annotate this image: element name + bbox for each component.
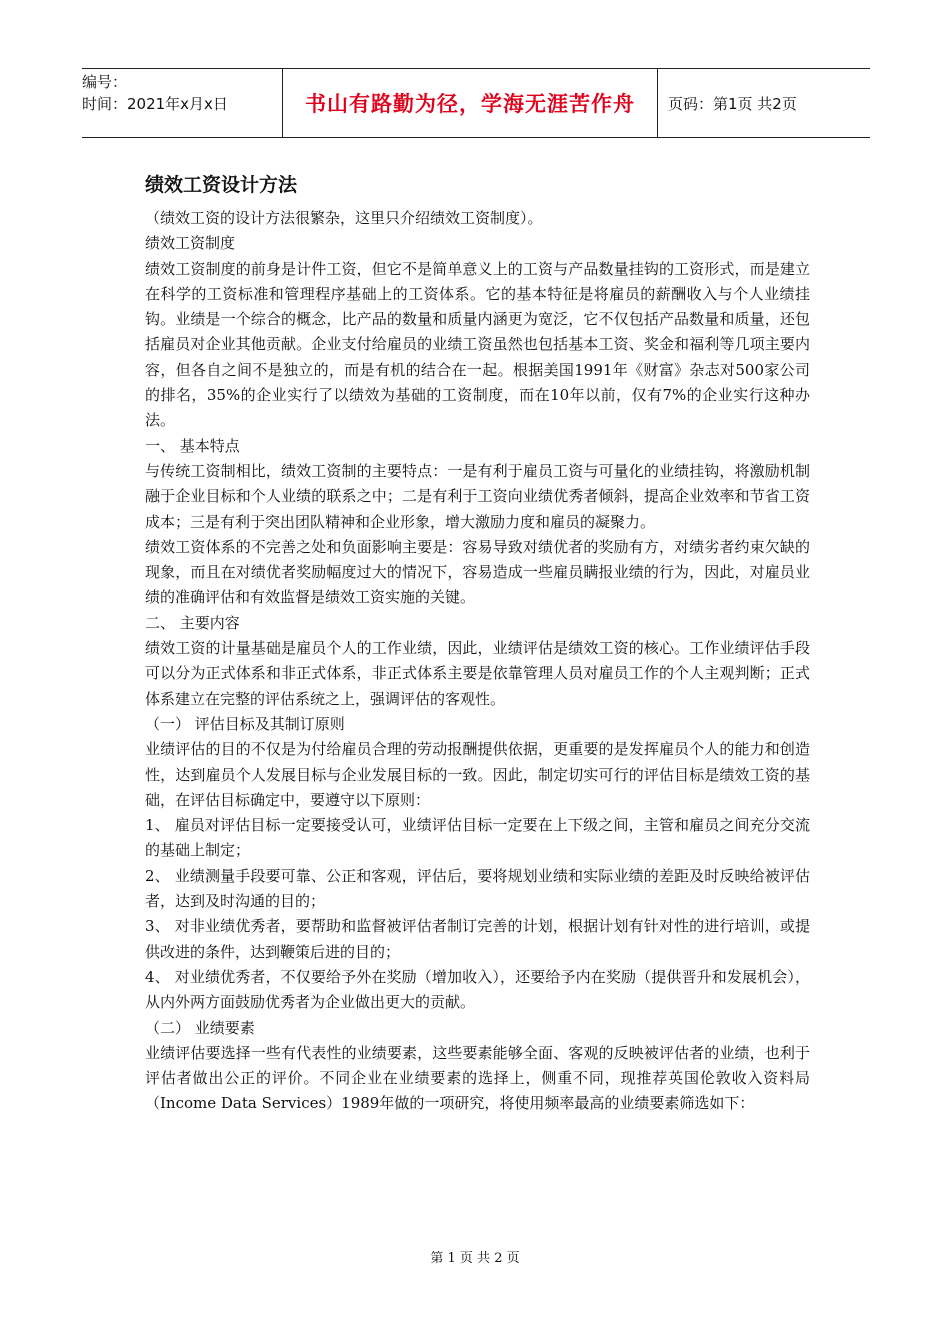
date-label: 时间：2021年x月x日 [82,95,228,113]
paragraph: （绩效工资的设计方法很繁杂，这里只介绍绩效工资制度）。 [145,209,543,227]
subsection-heading: （一） 评估目标及其制订原则 [145,714,345,733]
document-body [145,170,810,1117]
header-meta [82,69,282,137]
serial-number-label: 编号： [82,73,128,91]
paragraph: 绩效工资的计量基础是雇员个人的工作业绩，因此，业绩评估是绩效工资的核心。工作业绩评估手段可以分为正式体系和非正式体系，非正式体系主要是依靠管理人员对雇员工作的个人主观判断；正式体系建立在完整的评估系统之上，强调评估的客观性。 [145,639,810,708]
list-item: 2、 业绩测量手段要可靠、公正和客观，评估后，要将规划业绩和实际业绩的差距及时反映给被评估者，达到及时沟通的目的； [145,866,810,911]
section-heading: 绩效工资制度 [145,234,236,253]
list-item: 1、 雇员对评估目标一定要接受认可，业绩评估目标一定要在上下级之间，主管和雇员之间充分交流的基础上制定； [145,816,810,860]
list-item: 3、 对非业绩优秀者，要帮助和监督被评估者制订完善的计划，根据计划有针对性的进行培训，或提供改进的条件，达到鞭策后进的目的； [145,917,810,961]
paragraph: 与传统工资制相比，绩效工资制的主要特点：一是有利于雇员工资与可量化的业绩挂钩，将激励机制融于企业目标和个人业绩的联系之中；二是有利于工资向业绩优秀者倾斜，提高企业效率和节省工资成本；三是有利于突出团队精神和企业形象，增大激励力度和雇员的凝聚力。 [145,461,810,531]
page-header [82,68,870,138]
section-heading: 一、 基本特点 [145,436,240,455]
document-title: 绩效工资设计方法 [145,174,298,196]
list-item: 4、 对业绩优秀者，不仅要给予外在奖励（增加收入），还要给予内在奖励（提供晋升和发展机会），从内外两方面鼓励优秀者为企业做出更大的贡献。 [145,967,810,1012]
page-footer: 第 1 页 共 2 页 [430,1251,520,1266]
subsection-heading: （二） 业绩要素 [145,1018,255,1037]
paragraph: 业绩评估要选择一些有代表性的业绩要素，这些要素能够全面、客观的反映被评估者的业绩，也利于评估者做出公正的评价。不同企业在业绩要素的选择上，侧重不同，现推荐英国伦敦收入资料局（Income Data Services）1989年做的一项研究，将使用频率最高的业绩要素筛选如下： [145,1043,810,1113]
header-page-info: 页码：第1页 共2页 [668,94,797,113]
paragraph: 业绩评估的目的不仅是为付给雇员合理的劳动报酬提供依据，更重要的是发挥雇员个人的能力和创造性，达到雇员个人发展目标与企业发展目标的一致。因此，制定切实可行的评估目标是绩效工资的基础，在评估目标确定中，要遵守以下原则： [145,740,810,809]
header-motto: 书山有路勤为径，学海无涯苦作舟 [282,69,658,137]
paragraph: 绩效工资体系的不完善之处和负面影响主要是：容易导致对绩优者的奖励有方，对绩劣者约束欠缺的现象，而且在对绩优者奖励幅度过大的情况下，容易造成一些雇员瞒报业绩的行为，因此，对雇员业绩的准确评估和有效监督是绩效工资实施的关键。 [145,537,810,607]
paragraph: 绩效工资制度的前身是计件工资，但它不是简单意义上的工资与产品数量挂钩的工资形式，而是建立在科学的工资标准和管理程序基础上的工资体系。它的基本特征是将雇员的薪酬收入与个人业绩挂钩。业绩是一个综合的概念，比产品的数量和质量内涵更为宽泛，它不仅包括产品数量和质量，还包括雇员对企业其他贡献。企业支付给雇员的业绩工资虽然也包括基本工资、奖金和福利等几项主要内容，但各自之间不是独立的，而是有机的结合在一起。根据美国1991年《财富》杂志对500家公司的排名，35%的企业实行了以绩效为基础的工资制度，而在10年以前，仅有7%的企业实行这种办法。 [145,259,810,430]
section-heading: 二、 主要内容 [145,613,240,632]
